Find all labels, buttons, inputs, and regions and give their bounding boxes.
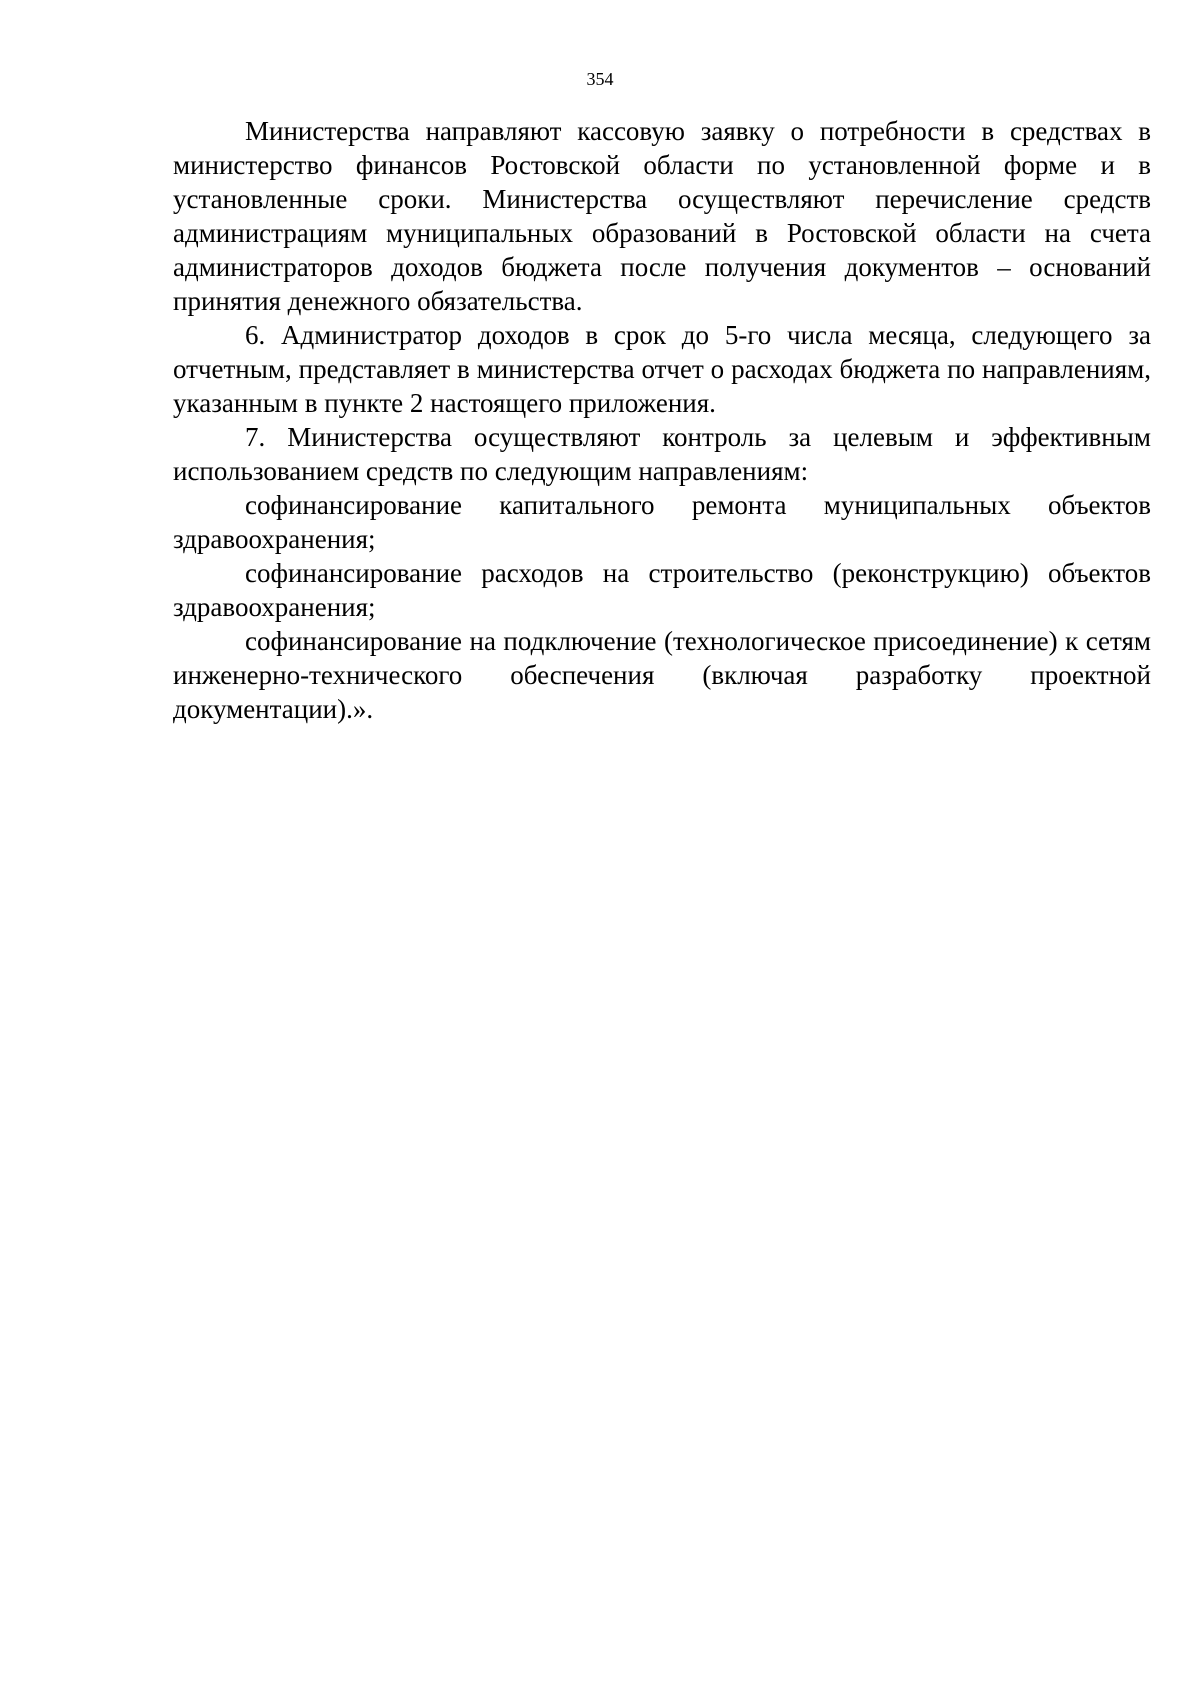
list-item-connection: софинансирование на подключение (технологическое присоединение) к сетям инженерно-технического обеспечения (включая разработку проектной документации).». — [173, 626, 1151, 724]
list-item-capital-repair: софинансирование капитального ремонта муниципальных объектов здравоохранения; — [173, 490, 1151, 554]
document-body — [173, 114, 1151, 726]
paragraph-cash-request: Министерства направляют кассовую заявку о потребности в средствах в министерство финансов Ростовской области по установленной форме и в установленные сроки. Министерства осуществляют перечисление средств администрациям муниципальных образований в Ростовской области на счета администраторов доходов бюджета после получения документов – оснований принятия денежного обязательства. — [173, 116, 1151, 316]
list-item-construction: софинансирование расходов на строительство (реконструкцию) объектов здравоохранения; — [173, 558, 1151, 622]
page-number: 354 — [586, 69, 614, 89]
paragraph-item-6: 6. Администратор доходов в срок до 5-го числа месяца, следующего за отчетным, представляет в министерства отчет о расходах бюджета по направлениям, указанным в пункте 2 настоящего приложения. — [173, 320, 1151, 418]
paragraph-item-7: 7. Министерства осуществляют контроль за целевым и эффективным использованием средств по следующим направлениям: — [173, 422, 1151, 486]
